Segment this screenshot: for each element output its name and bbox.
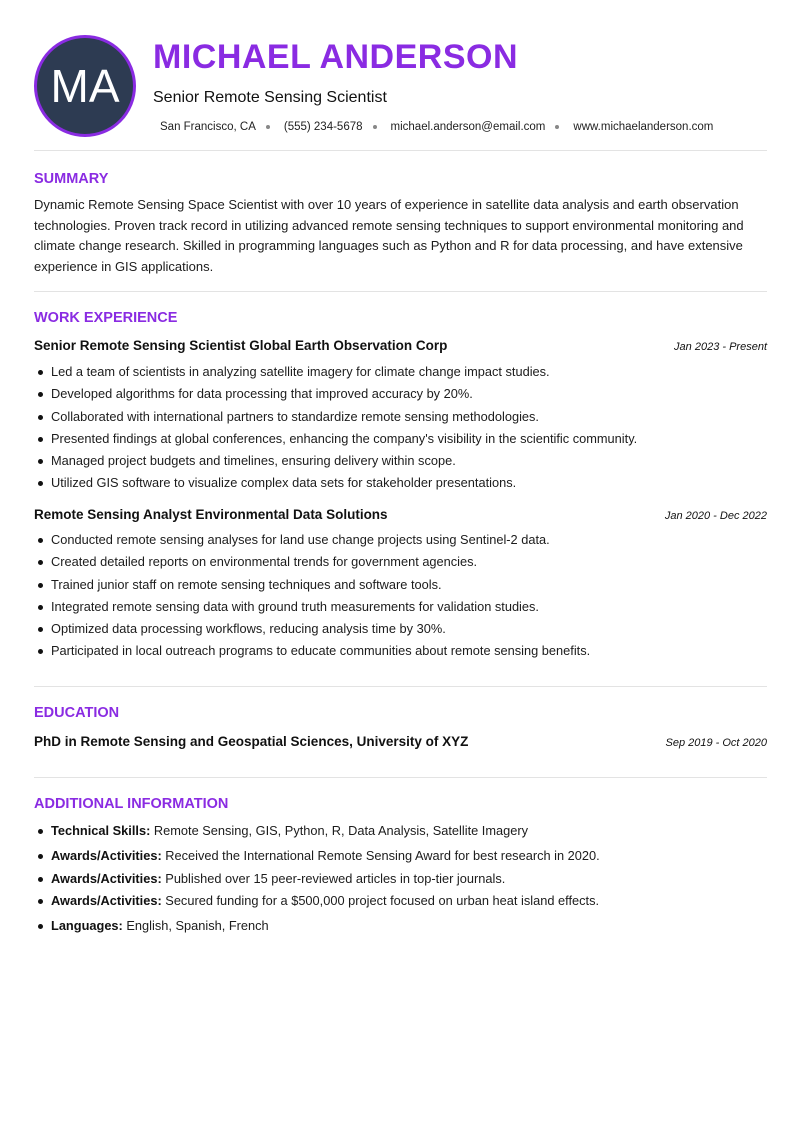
job-title: Senior Remote Sensing Scientist Global Earth Observation Corp [34, 338, 448, 353]
candidate-name: MICHAEL ANDERSON [153, 38, 519, 76]
item-text: Published over 15 peer-reviewed articles in top-tier journals. [165, 870, 506, 886]
item-text: Secured funding for a $500,000 project focused on urban heat island effects. [165, 892, 600, 908]
list-item: Integrated remote sensing data with ground truth measurements for validation studies. [34, 596, 774, 618]
summary-heading: SUMMARY [34, 171, 109, 187]
list-item: Managed project budgets and timelines, ensuring delivery within scope. [34, 450, 774, 472]
list-item: Created detailed reports on environmental trends for government agencies. [34, 551, 774, 573]
list-item: Conducted remote sensing analyses for land use change projects using Sentinel-2 data. [34, 529, 774, 551]
item-label: Awards/Activities: [51, 848, 162, 864]
job-bullets [34, 529, 774, 663]
list-item [34, 915, 774, 937]
list-item [34, 845, 774, 867]
list-item [34, 890, 774, 912]
additional-info-list [34, 820, 774, 937]
job-dates: Jan 2020 - Dec 2022 [664, 510, 767, 522]
item-text: Received the International Remote Sensing Award for best research in 2020. [165, 848, 600, 864]
list-item: Collaborated with international partners to standardize remote sensing methodologies. [34, 406, 774, 428]
list-item: Led a team of scientists in analyzing satellite imagery for climate change impact studies. [34, 361, 774, 383]
candidate-role: Senior Remote Sensing Scientist [153, 89, 387, 106]
contact-website[interactable]: www.michaelanderson.com [573, 121, 714, 133]
list-item: Utilized GIS software to visualize complex data sets for stakeholder presentations. [34, 472, 774, 494]
separator-dot-icon [373, 125, 377, 129]
item-label: Languages: [51, 918, 123, 934]
contact-phone: (555) 234-5678 [283, 121, 363, 133]
item-label: Awards/Activities: [51, 870, 162, 886]
list-item: Presented findings at global conferences, enhancing the company's visibility in the scientific community. [34, 428, 774, 450]
list-item: Participated in local outreach programs to educate communities about remote sensing benefits. [34, 640, 774, 662]
job-bullets [34, 361, 774, 495]
divider [34, 291, 767, 292]
list-item [34, 868, 774, 890]
item-text: Remote Sensing, GIS, Python, R, Data Analysis, Satellite Imagery [153, 823, 529, 838]
separator-dot-icon [266, 125, 270, 129]
job-title: Remote Sensing Analyst Environmental Data Solutions [34, 507, 388, 522]
additional-info-heading: ADDITIONAL INFORMATION [34, 796, 229, 812]
item-label: Technical Skills: [51, 823, 151, 838]
separator-dot-icon [555, 125, 559, 129]
list-item: Optimized data processing workflows, reducing analysis time by 30%. [34, 618, 774, 640]
contact-email[interactable]: michael.anderson@email.com [390, 121, 546, 133]
item-text: English, Spanish, French [126, 918, 269, 934]
degree: PhD in Remote Sensing and Geospatial Sciences, University of XYZ [34, 734, 469, 749]
education-heading: EDUCATION [34, 705, 120, 721]
list-item: Developed algorithms for data processing that improved accuracy by 20%. [34, 383, 774, 405]
job-header [34, 338, 767, 353]
contact-location: San Francisco, CA [160, 121, 256, 133]
job-dates: Jan 2023 - Present [674, 341, 767, 353]
divider [34, 777, 767, 778]
divider [34, 686, 767, 687]
item-label: Awards/Activities: [51, 892, 162, 908]
job-header [34, 507, 767, 522]
avatar [34, 35, 136, 137]
work-experience-heading: WORK EXPERIENCE [34, 310, 178, 326]
education-dates: Sep 2019 - Oct 2020 [665, 737, 767, 749]
list-item [34, 820, 774, 842]
education-entry [34, 734, 767, 749]
avatar-initials: MA [50, 60, 120, 112]
summary-text: Dynamic Remote Sensing Space Scientist with over 10 years of experience in satellite data analysis and earth observation technologies. Proven track record in utilizing advanced remote sensing techniques to support environmental monitoring and climate change research. Skilled in programming languages such as Python and R for data processing, and have extensive experience in GIS applications. [34, 197, 744, 274]
list-item: Trained junior staff on remote sensing techniques and software tools. [34, 574, 774, 596]
contact-line [160, 121, 713, 133]
divider [34, 150, 767, 151]
